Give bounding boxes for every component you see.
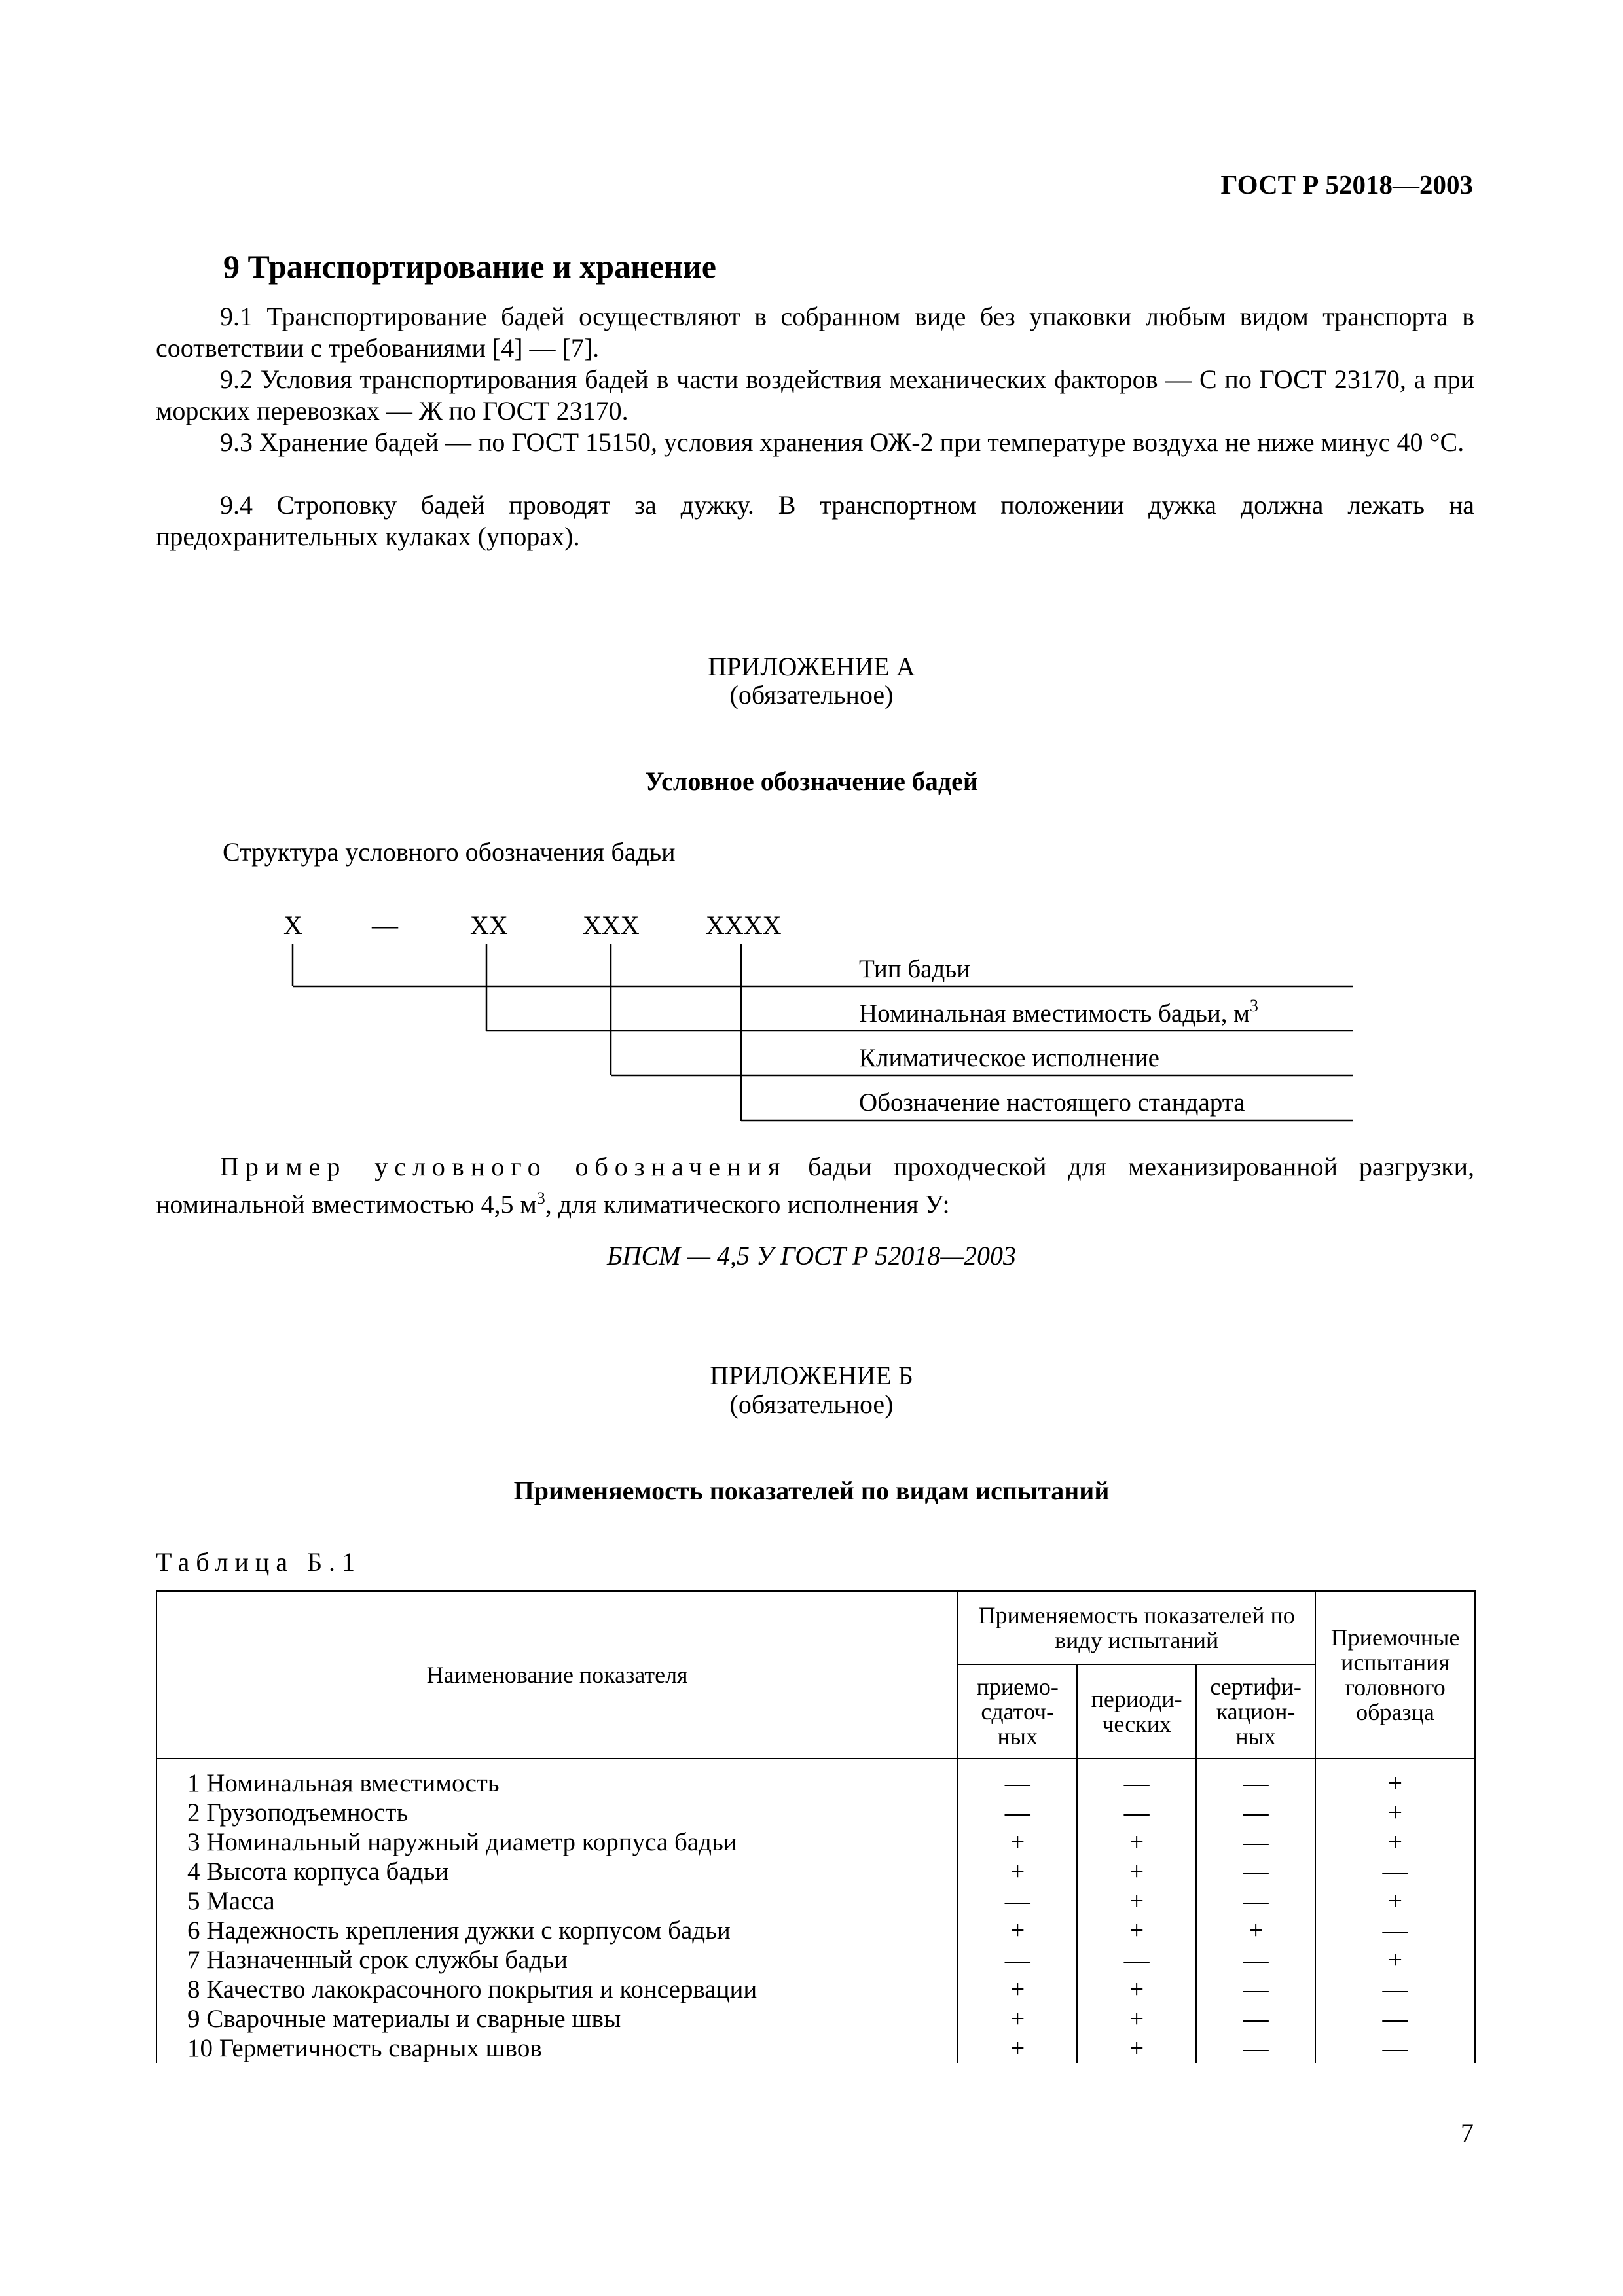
table-row [156,2004,1475,2034]
example-text-1: бадьи проходческой для механизированной разгрузки, [786,1152,1474,1181]
cell-certification: — [1196,1827,1315,1857]
document-code: ГОСТ Р 52018—2003 [1220,170,1473,200]
table-row [156,1886,1475,1916]
example-text-3: , для климатического исполнения У: [545,1189,950,1219]
row-name: 1 Номинальная вместимость [156,1759,958,1798]
row-name: 6 Надежность крепления дужки с корпусом бадьи [156,1916,958,1945]
appendix-b-title: Применяемость показателей по видам испытаний [513,1476,1110,1505]
cell-certification: — [1196,1857,1315,1886]
structure-label: Структура условного обозначения бадьи [223,837,676,867]
legend-standard: Обозначение настоящего стандарта [859,1088,1245,1117]
cell-acceptance: + [958,1827,1077,1857]
table-row [156,1759,1475,1798]
paragraph-text: 9.2 Условия транспортирования бадей в части воздействия механических факторов — С по ГОСТ 23170, а при морских перевозках — Ж по ГОСТ 23170. [156,365,1474,425]
page-number: 7 [1461,2118,1474,2147]
row-name: 9 Сварочные материалы и сварные швы [156,2004,958,2034]
cell-acceptance: + [958,1916,1077,1945]
example-text-2: номинальной вместимостью 4,5 м [156,1189,537,1219]
cell-acceptance: + [958,1975,1077,2004]
paragraph-text: 9.3 Хранение бадей — по ГОСТ 15150, условия хранения ОЖ-2 при температуре воздуха не ниже минус 40 °С. [220,427,1465,457]
example-sup: 3 [536,1189,545,1208]
cell-periodic: + [1077,2034,1196,2063]
cell-certification: + [1196,1916,1315,1945]
col-header-certification: сертифи-кацион-ных [1196,1664,1315,1759]
appendix-a-heading: ПРИЛОЖЕНИЕ А [708,652,915,681]
cell-certification: — [1196,2034,1315,2063]
cell-periodic: + [1077,1916,1196,1945]
code-part-standard: ХХХХ [706,910,782,940]
cell-certification: — [1196,1798,1315,1827]
example-paragraph [156,1151,1474,1220]
table-row [156,1857,1475,1886]
cell-acceptance: + [958,2034,1077,2063]
table-label: Таблица Б.1 [156,1547,362,1577]
cell-head-sample: — [1315,2004,1475,2034]
table-row [156,1916,1475,1945]
example-lead: Пример условного обозначения [220,1152,787,1181]
row-name: 3 Номинальный наружный диаметр корпуса бадьи [156,1827,958,1857]
cell-periodic: — [1077,1759,1196,1798]
example-code: БПСМ — 4,5 У ГОСТ Р 52018—2003 [607,1241,1016,1270]
cell-certification: — [1196,1886,1315,1916]
cell-acceptance: — [958,1886,1077,1916]
appendix-a-title: Условное обозначение бадей [645,766,978,796]
legend-capacity-sup: 3 [1249,996,1258,1015]
cell-certification: — [1196,2004,1315,2034]
cell-head-sample: — [1315,2034,1475,2063]
cell-periodic: + [1077,1827,1196,1857]
cell-head-sample: + [1315,1827,1475,1857]
col-header-periodic: периоди-ческих [1077,1664,1196,1759]
row-name: 7 Назначенный срок службы бадьи [156,1945,958,1975]
cell-head-sample: + [1315,1759,1475,1798]
row-name: 4 Высота корпуса бадьи [156,1857,958,1886]
cell-certification: — [1196,1759,1315,1798]
cell-head-sample: — [1315,1916,1475,1945]
code-part-climate: ХХХ [583,910,640,940]
col-header-name: Наименование показателя [156,1591,958,1759]
cell-periodic: + [1077,2004,1196,2034]
cell-head-sample: + [1315,1945,1475,1975]
cell-head-sample: — [1315,1857,1475,1886]
example-line-1 [156,1151,1474,1183]
cell-periodic: + [1077,1857,1196,1886]
example-line-2 [156,1183,1474,1220]
cell-acceptance: + [958,2004,1077,2034]
cell-acceptance: + [958,1857,1077,1886]
row-name: 2 Грузоподъемность [156,1798,958,1827]
cell-periodic: + [1077,1975,1196,2004]
cell-acceptance: — [958,1798,1077,1827]
cell-head-sample: — [1315,1975,1475,2004]
legend-capacity-text: Номинальная вместимость бадьи, м [859,999,1250,1028]
appendix-b-heading: ПРИЛОЖЕНИЕ Б [710,1361,913,1390]
cell-certification: — [1196,1945,1315,1975]
section-title: 9 Транспортирование и хранение [223,248,716,285]
legend-capacity [859,996,1258,1028]
row-name: 10 Герметичность сварных швов [156,2034,958,2063]
legend-climate: Климатическое исполнение [859,1044,1159,1072]
table-row [156,1975,1475,2004]
code-part-dash: — [372,910,398,940]
cell-periodic: + [1077,1886,1196,1916]
cell-acceptance: — [958,1759,1077,1798]
appendix-b-status: (обязательное) [729,1390,894,1419]
table-row [156,1798,1475,1827]
code-part-capacity: ХХ [470,910,508,940]
paragraph-text: 9.4 Строповку бадей проводят за дужку. В транспортном положении дужка должна лежать на предохранительных кулаках (упорах). [156,490,1474,551]
col-header-group: Применяемость показателей по виду испытаний [958,1591,1315,1664]
legend-type: Тип бадьи [859,955,970,983]
code-part-type: Х [283,910,302,940]
table-row [156,1827,1475,1857]
cell-acceptance: — [958,1945,1077,1975]
appendix-a-status: (обязательное) [729,680,894,709]
table-row [156,1945,1475,1975]
col-header-acceptance: приемо-сдаточ-ных [958,1664,1077,1759]
table-row [156,2034,1475,2063]
cell-head-sample: + [1315,1798,1475,1827]
row-name: 8 Качество лакокрасочного покрытия и консервации [156,1975,958,2004]
cell-head-sample: + [1315,1886,1475,1916]
col-header-head-sample: Приемочные испытания головного образца [1315,1591,1475,1759]
cell-periodic: — [1077,1945,1196,1975]
paragraph-text: 9.1 Транспортирование бадей осуществляют в собранном виде без упаковки любым видом транспорта в соответствии с требованиями [4] — [7]. [156,302,1474,363]
cell-certification: — [1196,1975,1315,2004]
cell-periodic: — [1077,1798,1196,1827]
row-name: 5 Масса [156,1886,958,1916]
applicability-table [156,1590,1476,2063]
